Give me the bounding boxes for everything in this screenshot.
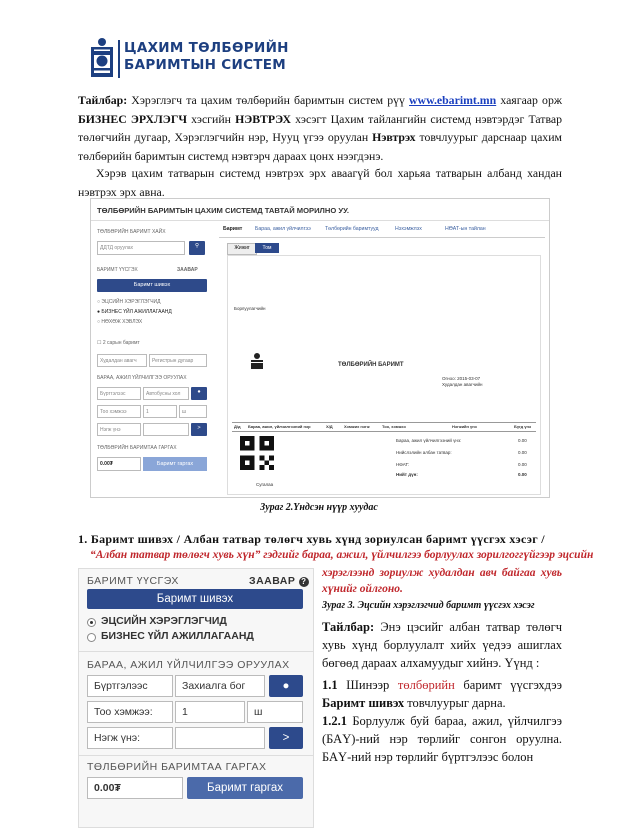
panel-items-label: БАРАА, АЖИЛ ҮЙЛЧИЛГЭЭ ОРУУЛАХ <box>87 659 290 671</box>
col-header: Нэгжийн үнэ <box>452 424 477 429</box>
buyer-label: Худалдан авагч <box>97 354 147 367</box>
panel-registry-select[interactable]: Бүртгэлээс <box>87 675 173 697</box>
step-1-2-1 <box>322 712 562 766</box>
desc-text: Энэ цэсийг албан татвар төлөгч хувь хүнд борлуулалт хийх үедээ ашиглах бөгөөд дараах алхамуудыг хийнэ. Үүнд : <box>322 620 562 670</box>
panel-type-label: БАРИМТ ҮҮСГЭХ <box>87 575 179 587</box>
tab-items[interactable]: Бараа, ажил үйлчилгээ <box>255 226 311 232</box>
panel-price-input[interactable] <box>175 727 265 749</box>
panel-total-label: ТӨЛБӨРИЙН БАРИМТАА ГАРГАХ <box>87 761 267 773</box>
col-header: Хэмжих нэгж <box>344 424 370 429</box>
radio-label: ЭЦСИЙН ХЭРЭГЛЭГЧИД <box>101 299 161 305</box>
radio-business[interactable]: ● БИЗНЕС ҮЙЛ АЖИЛЛАГААНД <box>97 309 172 315</box>
panel-price-label: Нэгж үнэ: <box>87 727 173 749</box>
radio-final[interactable]: ○ ЭЦСИЙН ХЭРЭГЛЭГЧИД <box>97 299 161 305</box>
figure-header: ТӨЛБӨРИЙН БАРИМТЫН ЦАХИМ СИСТЕМД ТАВТАЙ МОРИЛНО УУ. <box>91 199 549 221</box>
logo-line2: БАРИМТЫН СИСТЕМ <box>124 57 287 73</box>
step-1-1 <box>322 676 562 712</box>
radio-reprint[interactable]: ○ НӨХӨЖ ХЭВЛЭХ <box>97 319 143 325</box>
step-num: 1.1 <box>322 678 338 692</box>
intro-text: хаягаар орж <box>496 93 563 107</box>
section-description <box>322 618 562 672</box>
receipt-logo-icon <box>248 352 266 372</box>
unit-select[interactable]: ш <box>179 405 207 418</box>
step-text-red: төлбөрийн <box>397 678 455 692</box>
panel-unit-select[interactable]: ш <box>247 701 303 723</box>
checkbox-label: 2 сарын баримт <box>102 340 140 346</box>
tab-bar <box>219 223 545 238</box>
radio-business-label: БИЗНЕС ҮЙЛ АЖИЛЛАГААНД <box>101 630 254 642</box>
panel-issue-button[interactable]: Баримт гаргах <box>187 777 303 799</box>
step-text: Шинээр <box>337 678 398 692</box>
col-header: Х/Д <box>326 424 333 429</box>
col-header: Тоо, хэмжээ <box>382 424 406 429</box>
intro-text: хэсгийн <box>186 111 236 126</box>
total-value: 0.00₮ <box>97 457 141 471</box>
qty-label: Тоо хэмжээ <box>97 405 141 418</box>
panel-add-button[interactable]: > <box>269 727 303 749</box>
step-text: Борлуулж буй бараа, ажил, үйлчилгээ (БАҮ)-ний нэр төрлийг сонгон оруулна. БАҮ-ний нэр төрлийг бүртгэлээс болон <box>322 714 562 764</box>
intro-paragraph-2: Хэрэв цахим татварын системд нэвтрэх эрх аваагүй бол харьяа татварын албанд хандан нэвтрэх эрх авна. <box>78 166 562 199</box>
registry-select[interactable]: Бүртгэлээс <box>97 387 141 400</box>
receipt-title: ТӨЛБӨРИЙН БАРИМТ <box>338 362 404 368</box>
intro-label: Тайлбар: <box>78 93 128 107</box>
step-bold: Баримт шивэх <box>322 696 405 710</box>
sum-total: Нийт дүн: <box>396 472 418 477</box>
figure-main-page <box>90 198 550 498</box>
section-note-line2: хэрэглээнд зориулж худалдан авч байгаа хувь хүнийг ойлгоно. <box>322 567 562 595</box>
section-note-line1: “Албан татвар төлөгч хувь хүн” гэдгийг бараа, ажил, үйлчилгээ борлуулах зорилгоггүйгээр эцсийн <box>90 549 594 561</box>
two-month-checkbox[interactable]: ☐ 2 сарын баримт <box>97 340 140 346</box>
price-input[interactable] <box>143 423 189 436</box>
search-button[interactable]: ⚲ <box>189 241 205 255</box>
radio-final-consumer[interactable] <box>87 618 96 627</box>
col-header: Д/д <box>234 424 241 429</box>
view-small-button[interactable]: Жижиг <box>227 243 257 255</box>
intro-bold: НЭВТРЭХ <box>235 111 292 126</box>
intro-text: хэсэгт Цахим тайлангийн системд нэвтэрдэг Татвар төлөгчийн дугаар, Хэрэглэгчийн нэр, Нууц үгээ оруулан <box>78 111 562 144</box>
receipt-preview <box>227 255 541 495</box>
type-label: БАРИМТ ҮҮСГЭХ <box>97 267 138 273</box>
panel-help-link[interactable] <box>249 575 309 587</box>
receipt-table-header <box>232 422 536 432</box>
panel-item-input[interactable]: Захиалга бог <box>175 675 265 697</box>
intro-text: товчлуурыг дарснаар цахим төлбөрийн баримтын системд нэвтэрч дараах цонх нээгдэнэ. <box>78 130 562 163</box>
sum-city-tax-value: 0.00 <box>518 450 527 455</box>
logo-text <box>124 40 289 74</box>
sum-vat: НӨАТ: <box>396 462 410 467</box>
panel-qty-input[interactable]: 1 <box>175 701 245 723</box>
panel-item-search-button[interactable]: ● <box>269 675 303 697</box>
desc-label: Тайлбар: <box>322 620 375 634</box>
panel-qty-label: Тоо хэмжээ: <box>87 701 173 723</box>
help-link[interactable]: ЗААВАР <box>177 267 198 273</box>
step-text: баримт үүсгэхдээ <box>454 678 562 692</box>
col-header: Бараа, ажил, үйлчилгээний нэр <box>248 424 311 429</box>
item-search-button[interactable]: ● <box>191 387 207 400</box>
receipt-seller: Борлуулагчийн <box>234 306 266 311</box>
panel-total-value: 0.00₮ <box>87 777 183 799</box>
items-label: БАРАА, АЖИЛ ҮЙЛЧИЛГЭЭ ОРУУЛАХ <box>97 375 187 381</box>
intro-bold: БИЗНЕС ЭРХЛЭГЧ <box>78 111 187 126</box>
help-icon: ? <box>299 577 309 587</box>
view-large-button[interactable]: Том <box>255 243 279 253</box>
radio-label: НӨХӨЖ ХЭВЛЭХ <box>101 319 143 325</box>
divider <box>79 651 313 652</box>
tab-receipts[interactable]: Төлбөрийн баримтууд <box>325 226 379 232</box>
tab-receipt[interactable]: Баримт <box>223 226 243 232</box>
print-receipt-button[interactable]: Баримт шивэх <box>97 279 207 292</box>
intro-bold: Нэвтрэх <box>372 130 416 144</box>
search-label: ТӨЛБӨРИЙН БАРИМТ ХАЙХ <box>97 229 166 235</box>
sum-city-tax: Нийслэлийн албан татвар: <box>396 450 452 455</box>
sum-total-value: 0.00 <box>518 472 527 477</box>
item-input[interactable]: Автобусны хол <box>143 387 189 400</box>
sum-vat-value: 0.00 <box>518 462 527 467</box>
total-label: ТӨЛБӨРИЙН БАРИМТАА ГАРГАХ <box>97 445 177 451</box>
radio-label: БИЗНЕС ҮЙЛ АЖИЛЛАГААНД <box>101 309 172 315</box>
figure-main-content <box>219 223 545 493</box>
step-text: товчлуурыг дарна. <box>404 696 506 710</box>
logo-divider <box>118 40 120 78</box>
tab-invoice[interactable]: Нэхэмжлэх <box>395 226 422 232</box>
section-heading: 1. Баримт шивэх / Албан татвар төлөгч хувь хүнд зориулсан баримт үүсгэх хэсэг / <box>78 532 545 546</box>
qty-input[interactable]: 1 <box>143 405 177 418</box>
figure3-caption: Зураг 3. Эцсийн хэрэглэгчид баримт үүсгэх хэсэг <box>322 600 535 611</box>
help-label: ЗААВАР <box>249 575 296 587</box>
step-num: 1.2.1 <box>322 714 347 728</box>
intro-text: Хэрэглэгч та цахим төлбөрийн баримтын систем рүү <box>127 93 410 107</box>
panel-print-button[interactable]: Баримт шивэх <box>87 589 303 609</box>
figure-receipt-panel <box>78 568 314 828</box>
ebarimt-link[interactable]: www.ebarimt.mn <box>409 93 497 107</box>
intro-paragraph <box>78 91 562 165</box>
issue-receipt-button[interactable]: Баримт гаргах <box>143 457 207 471</box>
sum-items-value: 0.00 <box>518 438 527 443</box>
tab-vat-report[interactable]: НӨАТ-ын тайлан <box>445 226 486 232</box>
receipt-lottery: Сугалаа <box>256 482 274 487</box>
radio-business[interactable] <box>87 633 96 642</box>
qr-code-icon <box>240 436 274 470</box>
radio-final-label: ЭЦСИЙН ХЭРЭГЛЭГЧИД <box>101 615 227 627</box>
receipt-date: Огноо: 2015-03-07 <box>442 376 481 381</box>
figure-caption: Зураг 2.Үндсэн нүүр хуудас <box>260 502 378 513</box>
add-item-button[interactable]: > <box>191 423 207 436</box>
buyer-register-input[interactable]: Регистрын дугаар <box>149 354 207 367</box>
sum-items: Бараа, ажил үйлчилгээний үнэ: <box>396 438 462 443</box>
search-input[interactable]: ДДТД оруулах <box>97 241 185 255</box>
logo-line1: ЦАХИМ ТӨЛБӨРИЙН <box>124 40 289 56</box>
divider <box>79 755 313 756</box>
soyombo-logo-icon <box>89 36 115 80</box>
figure-sidebar <box>91 223 211 495</box>
price-label: Нэгж үнэ <box>97 423 141 436</box>
receipt-buyer: Худалдан авагчийн <box>442 382 483 387</box>
col-header: Бүгд үнэ <box>514 424 532 429</box>
